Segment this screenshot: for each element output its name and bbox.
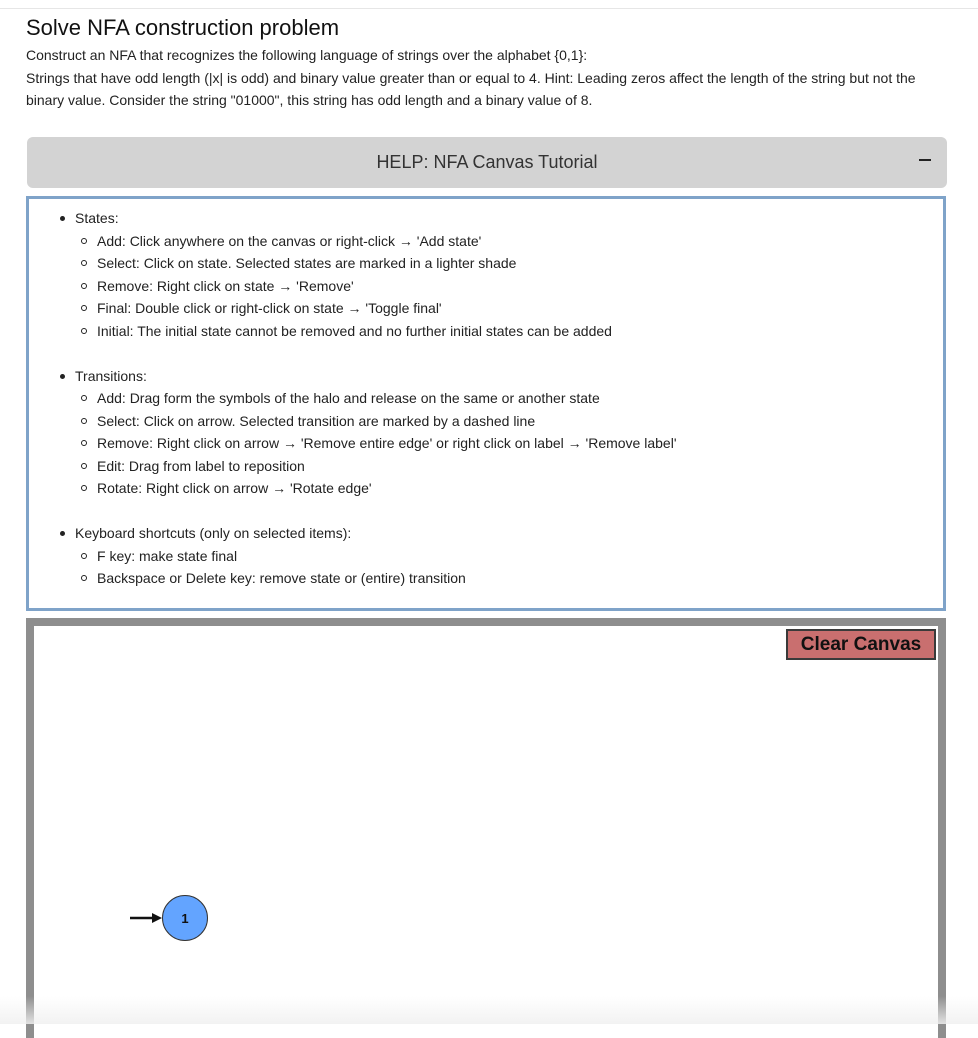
state-node-initial[interactable]	[162, 895, 208, 941]
initial-arrow-icon	[130, 911, 164, 925]
help-title: HELP: NFA Canvas Tutorial	[376, 152, 598, 172]
list-item: Backspace or Delete key: remove state or (entire) transition	[59, 567, 677, 590]
list-item: Select: Click on state. Selected states are marked in a lighter shade	[59, 252, 677, 275]
list-item: Initial: The initial state cannot be removed and no further initial states can be added	[59, 320, 677, 343]
list-item: F key: make state final	[59, 545, 677, 568]
list-item: Remove: Right click on state → 'Remove'	[59, 275, 677, 298]
list-item: Add: Click anywhere on the canvas or right-click → 'Add state'	[59, 230, 677, 253]
section-label: States:	[59, 207, 677, 230]
list-item: Remove: Right click on arrow → 'Remove entire edge' or right click on label → 'Remove label'	[59, 432, 677, 455]
help-list	[59, 207, 677, 590]
section-label: Keyboard shortcuts (only on selected items):	[59, 522, 677, 545]
clear-canvas-button[interactable]: Clear Canvas	[786, 629, 936, 660]
page-title: Solve NFA construction problem	[26, 15, 340, 40]
list-item: Select: Click on arrow. Selected transition are marked by a dashed line	[59, 410, 677, 433]
help-accordion-header[interactable]	[27, 137, 947, 188]
list-item: Final: Double click or right-click on state → 'Toggle final'	[59, 297, 677, 320]
top-divider	[0, 8, 978, 9]
minus-icon[interactable]	[919, 159, 931, 161]
list-item: Edit: Drag from label to reposition	[59, 455, 677, 478]
help-section-transitions	[59, 365, 677, 500]
section-label: Transitions:	[59, 365, 677, 388]
problem-intro: Construct an NFA that recognizes the following language of strings over the alphabet {0,1}:	[26, 47, 588, 63]
nfa-canvas[interactable]	[26, 618, 946, 1038]
help-section-keyboard	[59, 522, 677, 590]
list-item: Rotate: Right click on arrow → 'Rotate edge'	[59, 477, 677, 500]
help-panel	[26, 196, 946, 611]
help-section-states	[59, 207, 677, 342]
problem-description: Strings that have odd length (|x| is odd) and binary value greater than or equal to 4. Hint: Leading zeros affect the length of the string but not the binary value. Consider the string "01000", this string has odd length and a binary value of 8.	[26, 69, 916, 108]
list-item: Add: Drag form the symbols of the halo and release on the same or another state	[59, 387, 677, 410]
problem-statement	[26, 44, 946, 112]
state-label: 1	[181, 910, 189, 926]
